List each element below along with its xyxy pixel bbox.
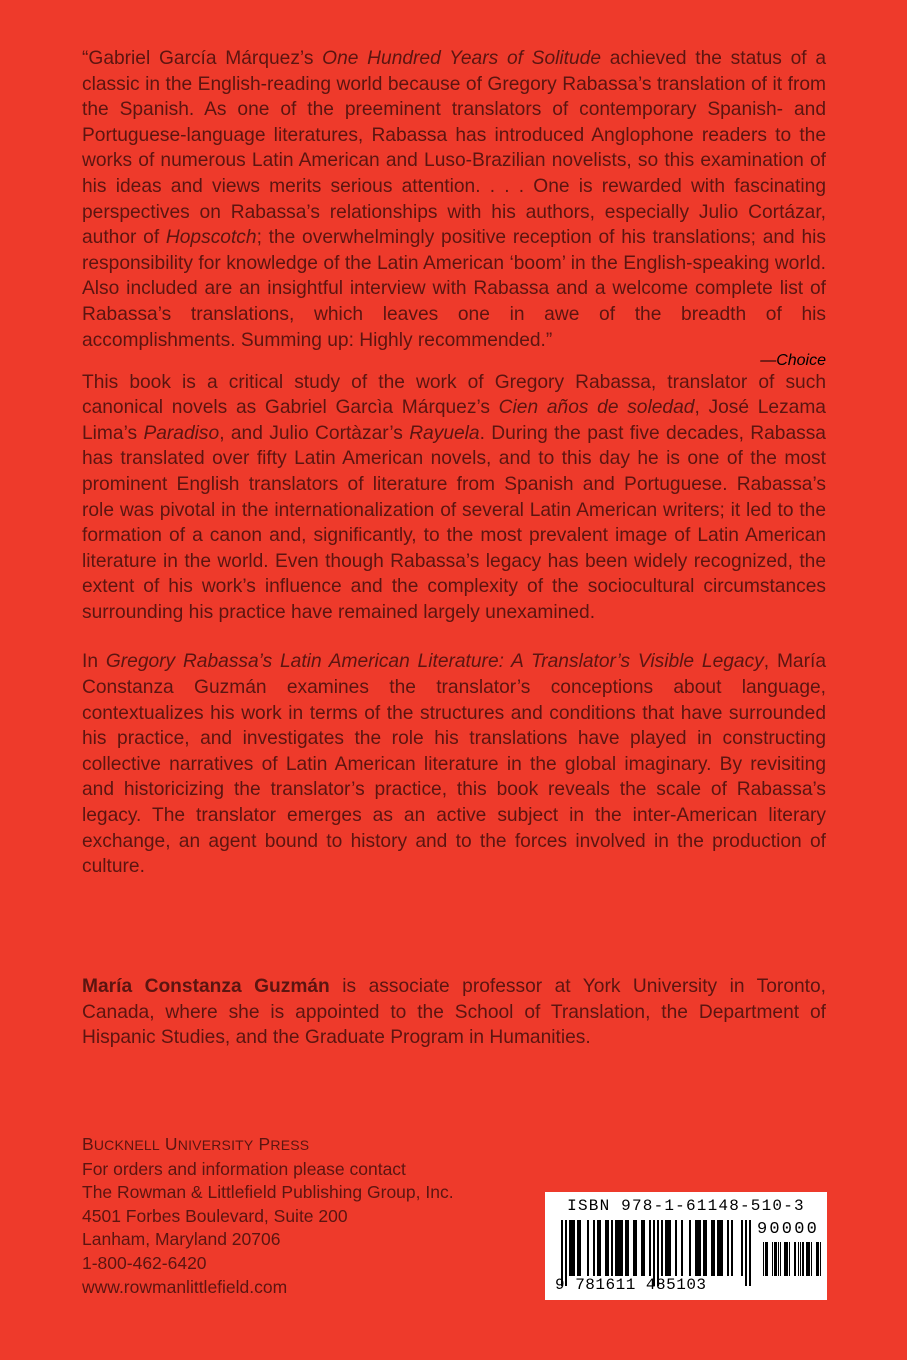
barcode-bar [809,1242,810,1276]
barcode-addon-digits: 90000 [756,1220,819,1239]
barcode-bar [587,1220,589,1276]
barcode-bar [643,1220,645,1276]
barcode-bar [817,1242,818,1276]
barcode-bar [681,1220,683,1276]
barcode-bar [621,1220,623,1276]
review-source: —Choice [760,351,826,369]
barcode-ean-digits: 9 781611 485103 [555,1276,707,1294]
barcode-bar [573,1220,575,1276]
barcode-bar [675,1220,677,1276]
publisher-line-city: Lanham, Maryland 20706 [82,1229,281,1250]
barcode-bar [775,1242,776,1276]
barcode-bar [786,1242,787,1276]
barcode-bar [798,1242,799,1276]
publisher-line-street: 4501 Forbes Boulevard, Suite 200 [82,1205,348,1226]
barcode-bar [772,1242,773,1276]
publisher-name: BUCKNELL UNIVERSITY PRESS [82,1134,310,1154]
barcode-bar [741,1220,743,1276]
barcode-bars-main [561,1220,751,1276]
barcode-bar [699,1220,701,1276]
barcode-bar [635,1220,637,1276]
description-paragraph-2: In Gregory Rabassa’s Latin American Literature: A Translator’s Visible Legacy, María Constanza Guzmán examines the translator’s conceptions about language, contextualizes his work in terms of the structures and conditions that have surrounded his practice, and investigates the role his translations have played in constructing collective narratives of Latin American literature in the global imaginary. By revisiting and historicizing the translator’s practice, this book reveals the scale of Rabassa’s legacy. The translator emerges as an active subject in the inter-American literary exchange, an agent bound to history and to the forces involved in the production of culture. [82,651,826,878]
barcode-bar [800,1242,801,1276]
barcode-bar [669,1220,671,1276]
barcode-bar [627,1220,629,1276]
barcode-bar [599,1220,601,1276]
barcode-bars-addon [763,1242,821,1276]
barcode-bar [611,1220,613,1276]
barcode-bar [713,1220,715,1276]
barcode-bar [789,1242,790,1276]
barcode-bar [767,1242,768,1276]
barcode-bar [731,1220,733,1276]
barcode-bar [705,1220,707,1276]
barcode-bar [689,1220,691,1276]
publisher-line-orders: For orders and information please contact [82,1158,406,1179]
barcode-bar [780,1242,781,1276]
barcode-bar [607,1220,609,1276]
cover-text-content [82,46,826,880]
publisher-info [82,1133,502,1299]
review-quote: “Gabriel García Márquez’s One Hundred Years of Solitude achieved the status of a classic in the English-reading world because of Gregory Rabassa’s translation of it from the Spanish. As one of the preeminent translators of contemporary Spanish- and Portuguese-language literatures, Rabassa has introduced Anglophone readers to the works of numerous Latin American and Luso-Brazilian novelists, so this examination of his ideas and views merits serious attention. . . . One is rewarded with fascinating perspectives on Rabassa’s relationships with his authors, especially Julio Cortázar, author of Hopscotch; the overwhelmingly positive reception of his translations; and his responsibility for knowledge of the Latin American ‘boom’ in the English-speaking world. Also included are an insightful interview with Rabassa and a welcome complete list of Rabassa’s translations, which leaves one in awe of the breadth of his accomplishments. Summing up: Highly recommended.” [82,48,826,351]
barcode-bar [802,1242,803,1276]
barcode-bar [820,1242,821,1276]
barcode-bar [727,1220,729,1276]
barcode-bar [721,1220,723,1276]
barcode-bar [579,1220,581,1276]
author-bio: María Constanza Guzmán is associate professor at York University in Toronto, Canada, where she is appointed to the School of Translation, the Department of Hispanic Studies, and the Graduate Program in Humanities. [82,976,826,1049]
barcode-bar [649,1220,651,1276]
publisher-line-phone: 1-800-462-6420 [82,1252,207,1273]
barcode-bar [763,1242,764,1276]
barcode-bar [778,1242,779,1276]
publisher-line-group: The Rowman & Littlefield Publishing Group, Inc. [82,1182,454,1203]
barcode-bar [795,1242,796,1276]
isbn-barcode [545,1192,827,1300]
isbn-label: ISBN 978-1-61148-510-3 [567,1197,805,1215]
barcode-bar [811,1242,812,1276]
barcode-bar [661,1220,663,1276]
description-paragraph-1: This book is a critical study of the work of Gregory Rabassa, translator of such canonical novels as Gabriel Garcìa Márquez’s Cien años de soledad, José Lezama Lima’s Paradiso, and Julio Cortàzar’s Rayuela. During the past five decades, Rabassa has translated over fifty Latin American novels, and to this day he is one of the most prominent English translators of literature from Spanish and Portuguese. Rabassa’s role was pivotal in the internationalization of several Latin American writers; it led to the formation of a canon and, significantly, to the most prevalent image of Latin American literature in the world. Even though Rabassa’s legacy has been widely recognized, the extent of his work’s influence and the complexity of the sociocultural circumstances surrounding his practice have remained largely unexamined. [82,371,826,623]
barcode-bar [593,1220,595,1276]
publisher-line-website: www.rowmanlittlefield.com [82,1276,288,1297]
